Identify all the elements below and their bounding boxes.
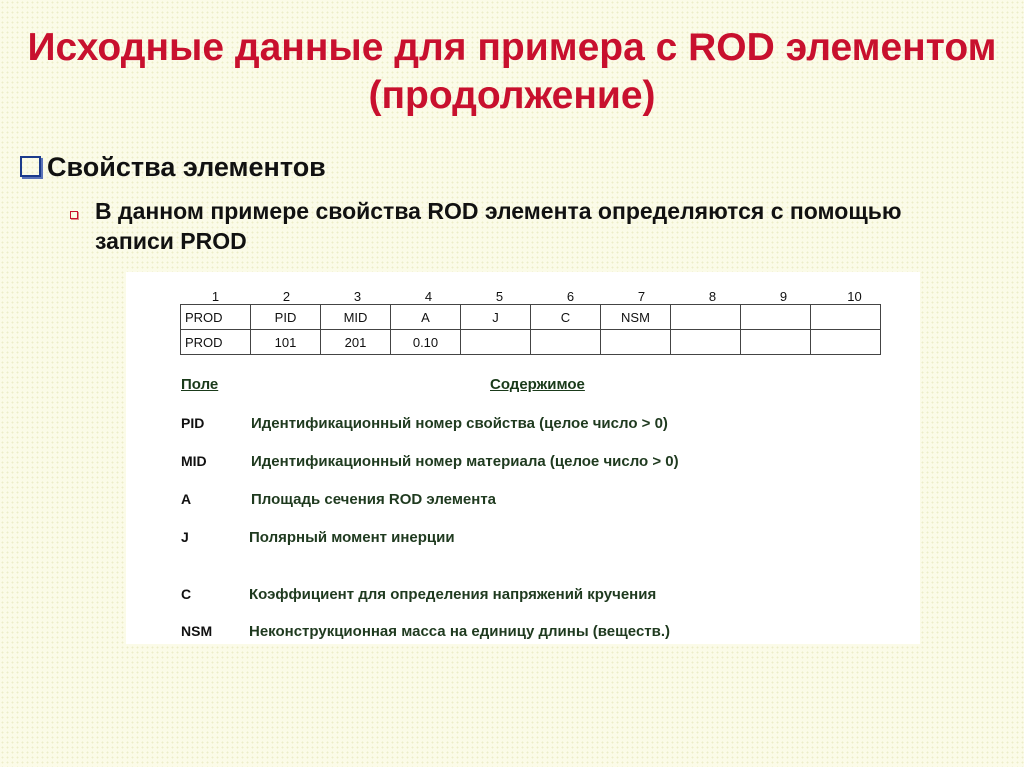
slide-title: Исходные данные для примера с ROD элементом (продолжение) [27,26,997,117]
checkbox-bullet-icon [20,156,41,177]
table-cell: 0.10 [391,330,461,355]
table-cell [811,305,881,330]
column-number: 7 [637,289,646,304]
content-column-header: Содержимое [490,376,585,393]
column-number: 9 [779,289,788,304]
column-number: 4 [424,289,433,304]
field-row-nsm [0,623,1024,643]
table-cell [671,305,741,330]
column-number: 10 [847,289,862,304]
field-description: Площадь сечения ROD элемента [251,491,497,508]
table-cell: A [391,305,461,330]
table-cell [811,330,881,355]
column-number: 8 [708,289,717,304]
table-cell [461,330,531,355]
table-cell [671,330,741,355]
column-number: 2 [282,289,291,304]
column-number: 6 [566,289,575,304]
field-column-header: Поле [181,376,219,393]
bullet-level-1 [20,150,326,184]
field-description: Коэффициент для определения напряжений кручения [249,586,657,603]
table-cell [741,305,811,330]
table-cell [531,330,601,355]
column-number: 1 [211,289,220,304]
table-cell: 101 [251,330,321,355]
field-code: MID [181,453,207,469]
table-cell: J [461,305,531,330]
field-row-j [0,529,1024,549]
table-cell: 201 [321,330,391,355]
field-row-pid [0,415,1024,435]
prod-entry-table [180,304,881,355]
table-row [181,305,881,330]
field-description: Полярный момент инерции [249,529,455,546]
table-cell: NSM [601,305,671,330]
table-cell: MID [321,305,391,330]
square-bullet-icon [70,211,78,219]
field-code: C [181,586,192,602]
field-code: A [181,491,192,507]
table-cell: C [531,305,601,330]
field-code: NSM [181,623,213,639]
column-number: 3 [353,289,362,304]
field-description: Идентификационный номер материала (целое число > 0) [251,453,679,470]
table-row [181,330,881,355]
field-code: J [181,529,189,545]
field-row-mid [0,453,1024,473]
table-cell [741,330,811,355]
table-cell: PROD [181,305,251,330]
table-cell: PID [251,305,321,330]
bullet-level-2-text: В данном примере свойства ROD элемента определяются с помощью записи PROD [95,198,902,254]
field-row-c [0,586,1024,606]
table-cell: PROD [181,330,251,355]
field-row-a [0,491,1024,511]
field-description: Неконструкционная масса на единицу длины (веществ.) [249,623,671,640]
field-description: Идентификационный номер свойства (целое число > 0) [251,415,668,432]
column-number: 5 [495,289,504,304]
field-code: PID [181,415,205,431]
bullet-level-1-text: Свойства элементов [47,152,326,182]
table-cell [601,330,671,355]
